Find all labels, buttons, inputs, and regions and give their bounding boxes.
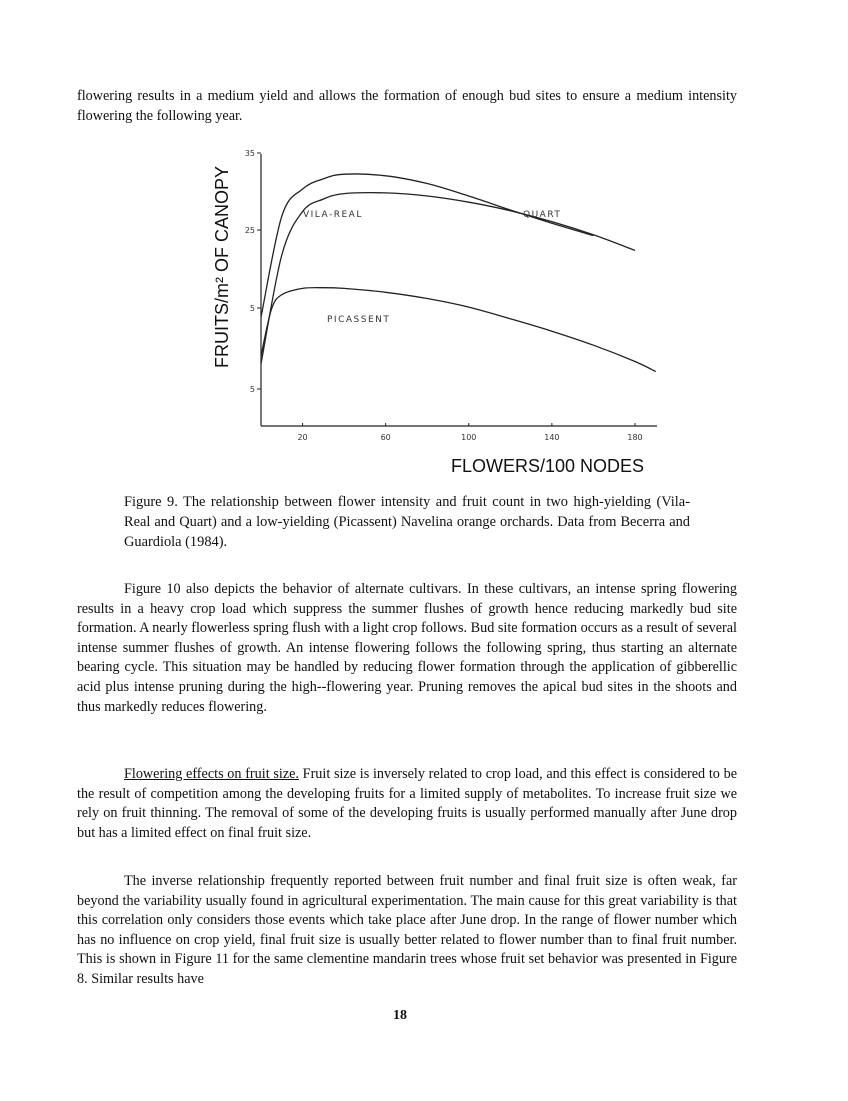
x-axis-title: FLOWERS/100 NODES bbox=[451, 456, 645, 476]
x-tick-label: 60 bbox=[380, 433, 391, 442]
chart-labels bbox=[212, 149, 644, 476]
y-axis-title: FRUITS/m² OF CANOPY bbox=[212, 166, 232, 368]
chart-series bbox=[261, 174, 656, 372]
series-label-vila-real: VILA-REAL bbox=[303, 210, 363, 220]
x-tick-label: 180 bbox=[627, 433, 643, 442]
chart-axes bbox=[257, 153, 657, 426]
x-tick-label: 140 bbox=[544, 433, 560, 442]
paragraph-alternate-cultivars: Figure 10 also depicts the behavior of alternate cultivars. In these cultivars, an intense spring flowering results in a heavy crop load which suppress the summer flushes of growth hence reducing markedly bud site formation. A nearly flowerless spring flush with a light crop follows. Bud site formation occurs as a result of several intense summer flushes of growth. An intense flowering follows the following spring, thus starting an alternate bearing cycle. This situation may be handled by reducing flower formation through the application of gibberellic acid plus intense pruning during the high--flowering year. Pruning removes the apical bud sites in the shoots and thus markedly reduces flowering. bbox=[77, 581, 737, 715]
y-tick-label: 5 bbox=[249, 385, 255, 394]
series-line-picassent bbox=[261, 288, 656, 372]
series-label-picassent: PICASSENT bbox=[327, 315, 391, 325]
y-tick-label: 35 bbox=[244, 149, 255, 158]
series-label-quart: QUART bbox=[523, 210, 562, 220]
figure-9-chart bbox=[195, 140, 670, 485]
x-tick-label: 100 bbox=[461, 433, 477, 442]
intro-paragraph: flowering results in a medium yield and allows the formation of enough bud sites to ensure a medium intensity flowering the following year. bbox=[77, 88, 737, 124]
page-number: 18 bbox=[393, 1008, 407, 1023]
y-tick-label: 5 bbox=[249, 304, 255, 313]
x-tick-label: 20 bbox=[297, 433, 308, 442]
paragraph-fruit-size bbox=[77, 765, 737, 843]
paragraph-inverse-relationship: The inverse relationship frequently reported between fruit number and final fruit size is often weak, far beyond the variability usually found in agricultural experimentation. The main cause for this great variability is that this correlation only considers those events which take place after June drop. In the range of flower number which has no influence on crop yield, final fruit size is usually better related to flower number than to final fruit number. This is shown in Figure 11 for the same clementine mandarin trees whose fruit set behavior was presented in Figure 8. Similar results have bbox=[77, 873, 737, 987]
y-tick-label: 25 bbox=[244, 226, 255, 235]
figure-caption: Figure 9. The relationship between flower intensity and fruit count in two high-yielding (Vila-Real and Quart) and a low-yielding (Picassent) Navelina orange orchards. Data from Becerra and Guardiola (1984). bbox=[124, 494, 690, 550]
section-heading-flowering-effects: Flowering effects on fruit size. bbox=[124, 766, 299, 782]
paragraph-fruit-size-body: Fruit size is inversely related to crop load, and this effect is considered to be the result of competition among the developing fruits for a limited supply of metabolites. To increase fruit size we rely on fruit thinning. The removal of some of the developing fruits is usually performed manually after June drop but has a limited effect on final fruit size. bbox=[77, 766, 738, 841]
